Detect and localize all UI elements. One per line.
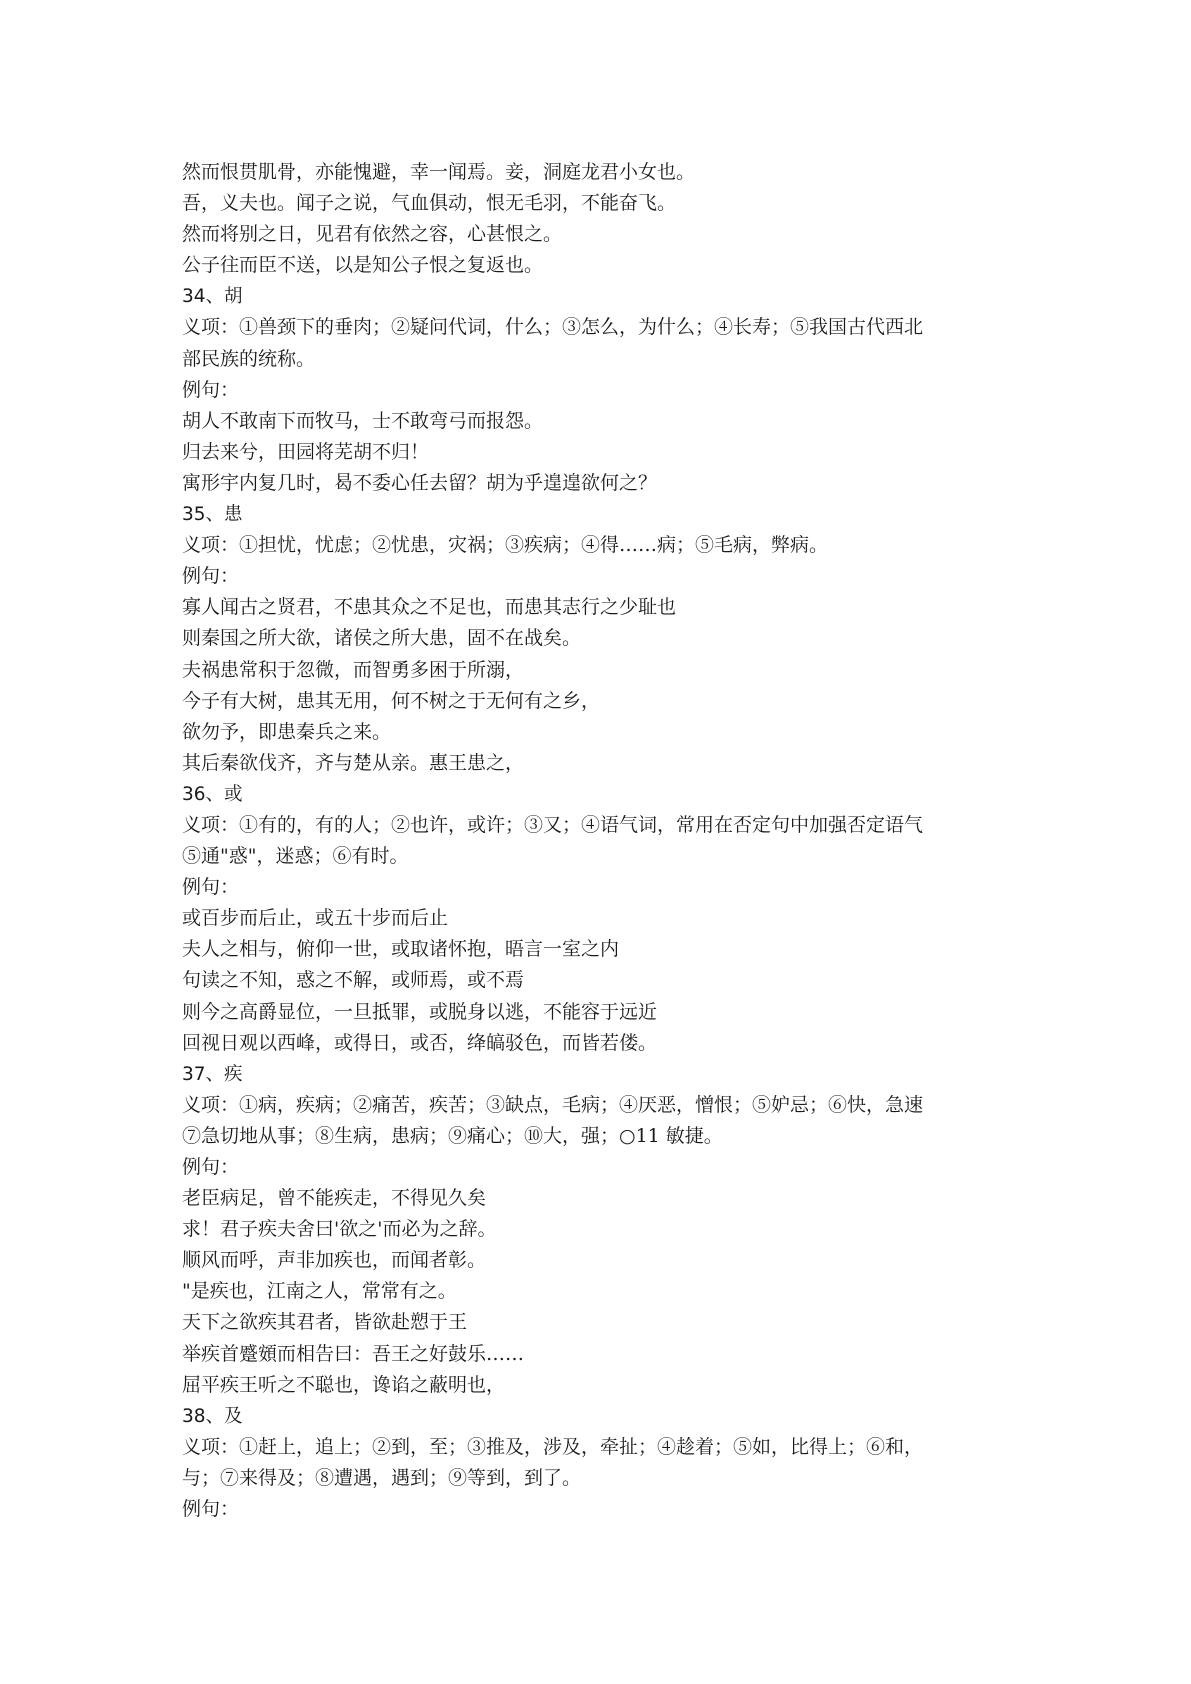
- text-line: 今子有大树，患其无用，何不树之于无何有之乡，: [182, 689, 601, 712]
- entry-heading: 36、或: [182, 783, 243, 805]
- text-line: 老臣病足，曾不能疾走，不得见久矣: [182, 1187, 487, 1210]
- text-line: ⑦急切地从事；⑧生病，患病；⑨痛心；⑩大，强；○11 敏捷。: [182, 1124, 723, 1147]
- text-line: 求！君子疾夫舍曰'欲之'而必为之辞。: [182, 1218, 497, 1241]
- text-line: 屈平疾王听之不聪也，谗谄之蔽明也，: [182, 1373, 506, 1396]
- entry-heading: 38、及: [182, 1405, 243, 1427]
- text-line: 其后秦欲伐齐，齐与楚从亲。惠王患之，: [182, 751, 525, 774]
- text-line: 或百步而后止，或五十步而后止: [182, 907, 449, 930]
- text-line: 例句：: [182, 565, 240, 588]
- text-line: 例句：: [182, 1156, 240, 1178]
- text-line: 例句：: [182, 1498, 240, 1521]
- text-line: 则秦国之所大欲，诸侯之所大患，固不在战矣。: [182, 627, 582, 650]
- text-line: 与；⑦来得及；⑧遭遇，遇到；⑨等到，到了。: [182, 1466, 582, 1489]
- text-line: 义项：①担忧，忧虑；②忧患，灾祸；③疾病；④得……病；⑤毛病，弊病。: [182, 534, 829, 557]
- text-line: 部民族的统称。: [182, 347, 316, 370]
- text-line: 夫人之相与，俯仰一世，或取诸怀抱，晤言一室之内: [182, 938, 620, 961]
- text-line: 回视日观以西峰，或得日，或否，绛皜驳色，而皆若偻。: [182, 1031, 658, 1054]
- text-line: 天下之欲疾其君者，皆欲赴愬于王: [182, 1311, 468, 1334]
- text-line: 义项：①病，疾病；②痛苦，疾苦；③缺点，毛病；④厌恶，憎恨；⑤妒忌；⑥快，急速: [182, 1093, 924, 1116]
- text-line: "是疾也，江南之人，常常有之。: [182, 1280, 457, 1303]
- text-line: 义项：①兽颈下的垂肉；②疑问代词，什么；③怎么，为什么；④长寿；⑤我国古代西北: [182, 316, 924, 339]
- text-line: 句读之不知，惑之不解，或师焉，或不焉: [182, 969, 525, 992]
- text-line: 则今之高爵显位，一旦抵罪，或脱身以逃，不能容于远近: [182, 1000, 658, 1023]
- text-line: 义项：①赶上，追上；②到，至；③推及，涉及，牵扯；④趁着；⑤如，比得上；⑥和，: [182, 1435, 924, 1458]
- document-body: [182, 157, 1042, 1525]
- text-line: 吾，义夫也。闻子之说，气血俱动，恨无毛羽，不能奋飞。: [182, 192, 677, 215]
- text-line: 例句：: [182, 378, 240, 401]
- text-line: 顺风而呼，声非加疾也，而闻者彰。: [182, 1249, 487, 1272]
- text-line: 胡人不敢南下而牧马，士不敢弯弓而报怨。: [182, 409, 544, 432]
- text-line: 公子往而臣不送，以是知公子恨之复返也。: [182, 254, 544, 277]
- text-line: 寓形宇内复几时，曷不委心任去留？胡为乎遑遑欲何之？: [182, 471, 658, 494]
- entry-heading: 37、疾: [182, 1063, 243, 1085]
- text-line: 夫祸患常积于忽微，而智勇多困于所溺，: [182, 658, 525, 681]
- text-line: 义项：①有的，有的人；②也许，或许；③又；④语气词，常用在否定句中加强否定语气: [182, 813, 924, 836]
- entry-heading: 35、患: [182, 504, 243, 526]
- text-line: 例句：: [182, 876, 240, 899]
- text-line: 然而将别之日，见君有依然之容，心甚恨之。: [182, 223, 563, 246]
- text-line: 归去来兮，田园将芜胡不归！: [182, 440, 430, 463]
- text-line: 然而恨贯肌骨，亦能愧避，幸一闻焉。妾，洞庭龙君小女也。: [182, 161, 696, 183]
- text-line: 欲勿予，即患秦兵之来。: [182, 720, 392, 743]
- text-line: 举疾首蹙頞而相告曰：吾王之好鼓乐……: [182, 1342, 525, 1365]
- text-line: ⑤通"惑"，迷惑；⑥有时。: [182, 845, 409, 868]
- text-line: 寡人闻古之贤君，不患其众之不足也，而患其志行之少耻也: [182, 596, 677, 619]
- entry-heading: 34、胡: [182, 286, 243, 308]
